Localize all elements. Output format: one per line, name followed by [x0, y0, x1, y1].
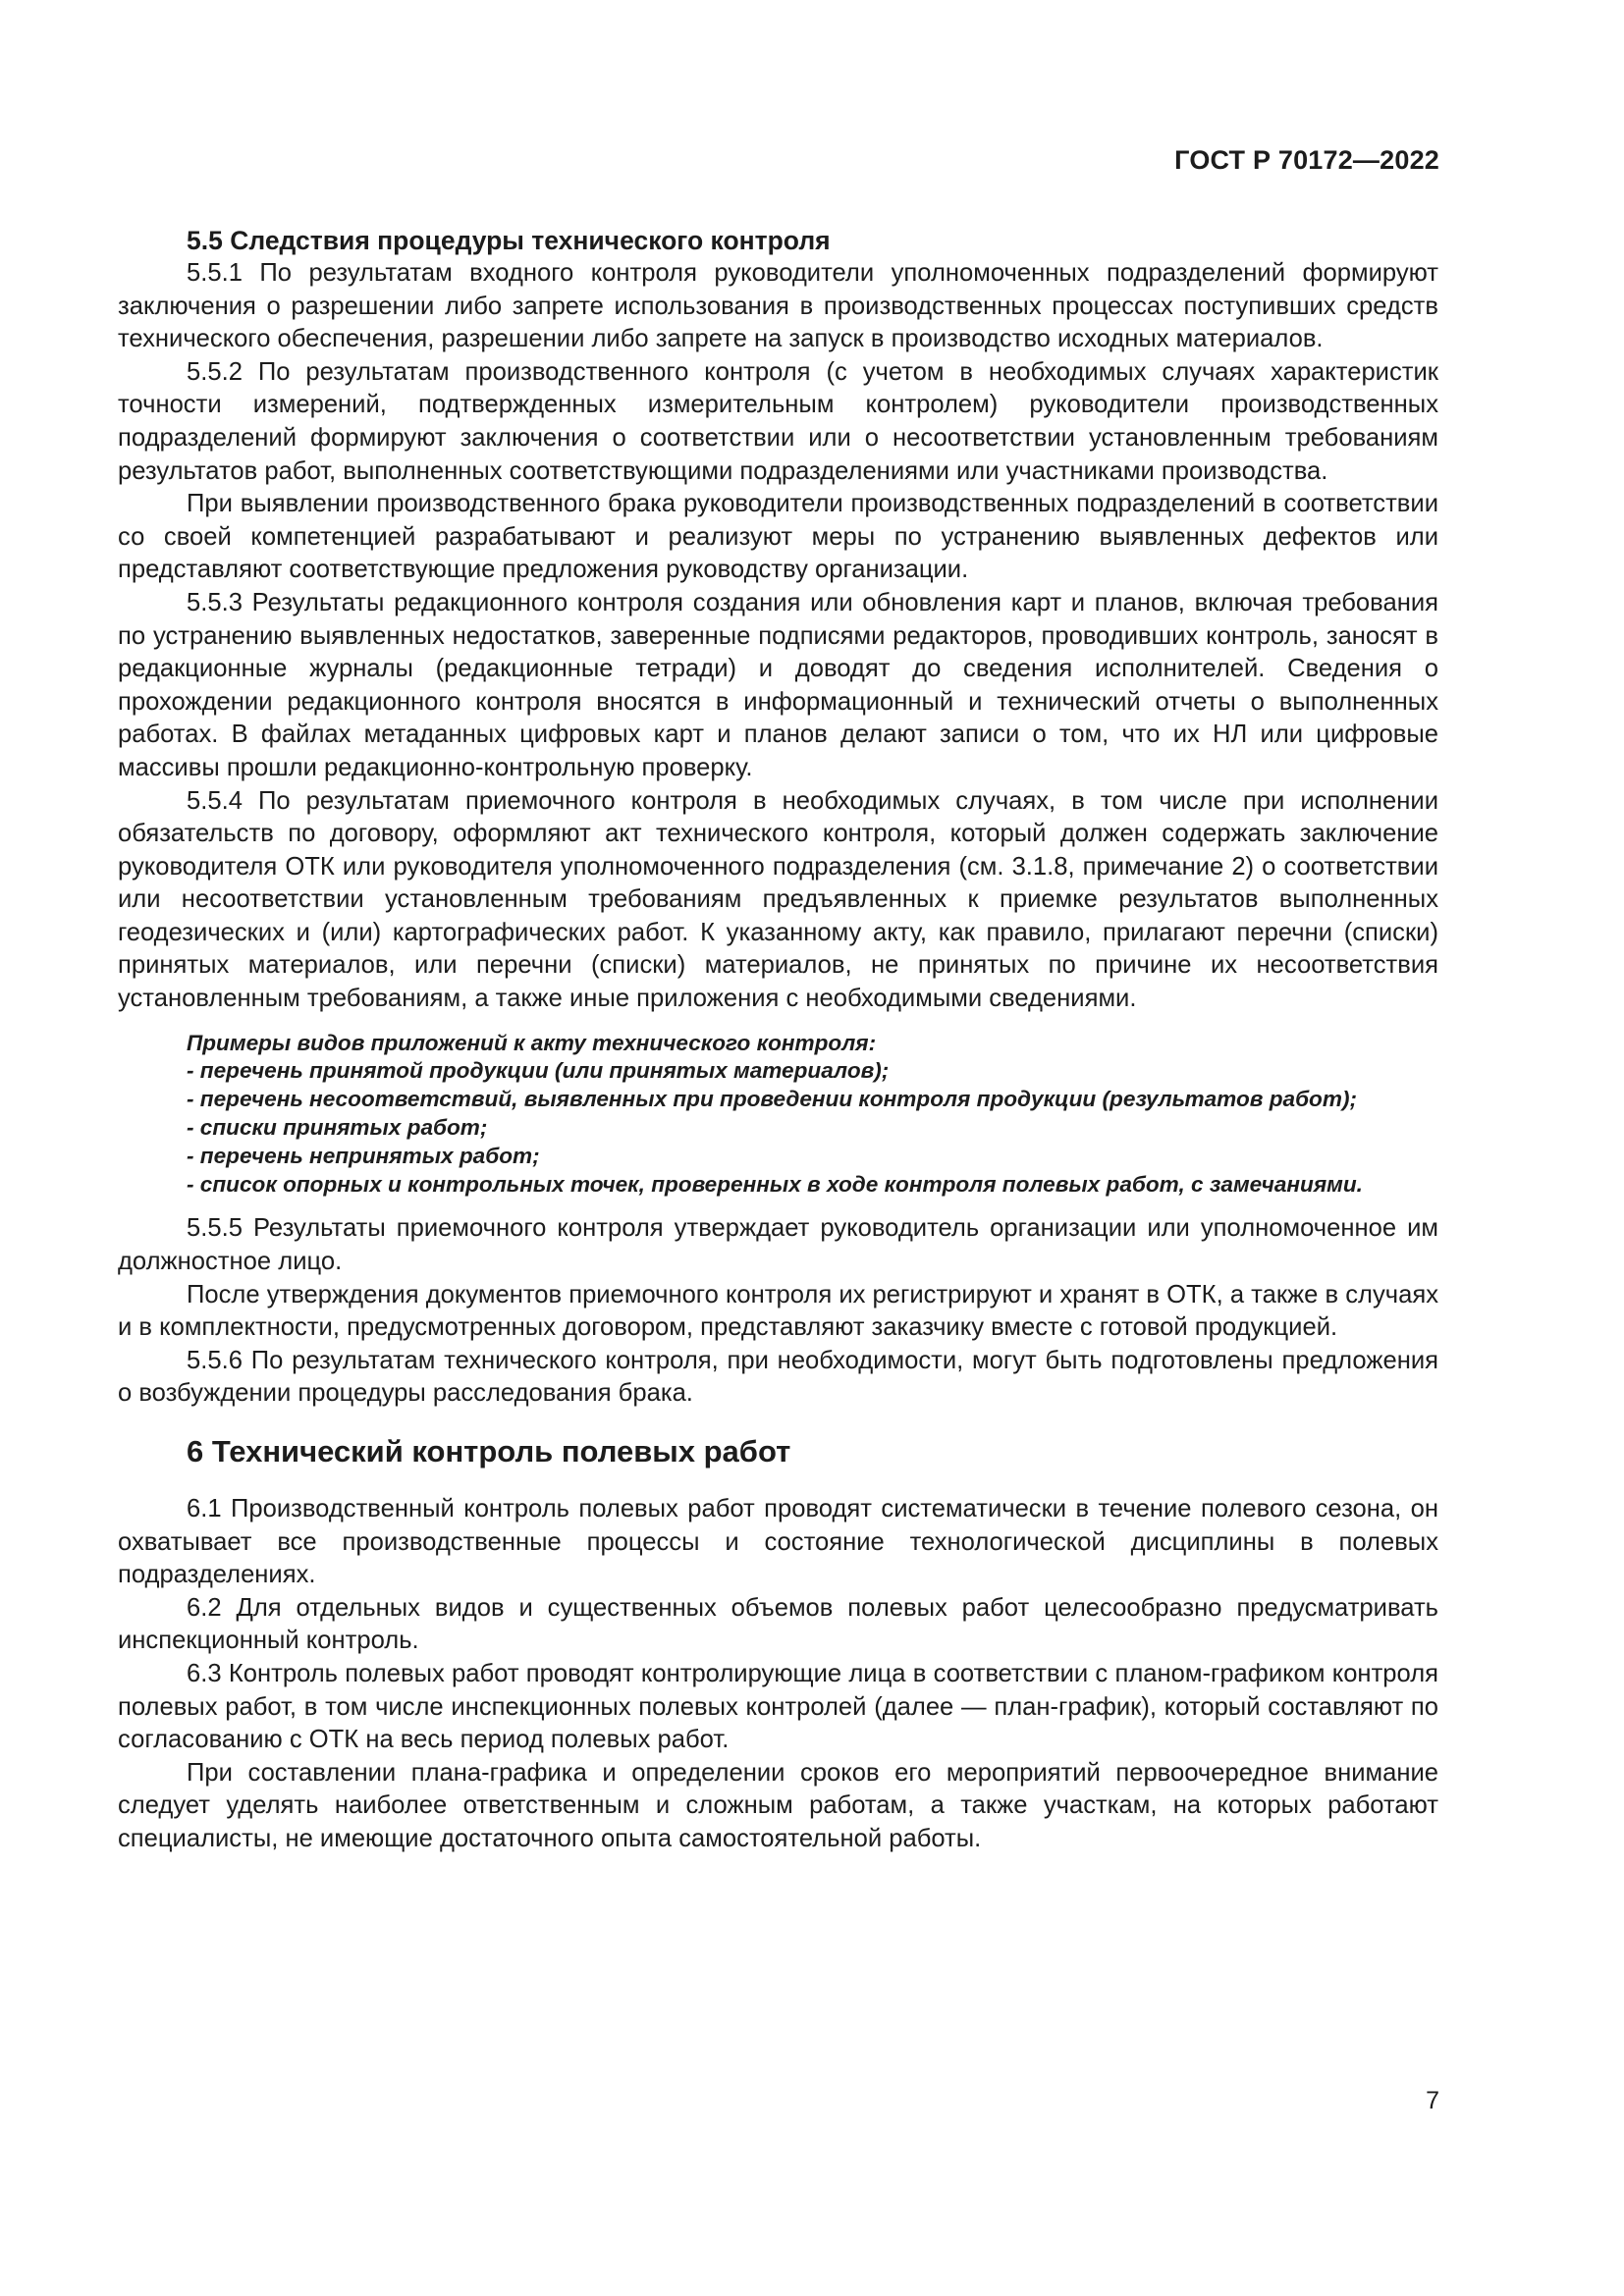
- example-item: - перечень непринятых работ;: [187, 1143, 540, 1168]
- paragraph-schedule: При составлении плана-графика и определении сроков его мероприятий первоочередное внимание следует уделять наиболее ответственным и сложным работам, а также участкам, на которых работают специалисты, не имеющие достаточного опыта самостоятельной работы.: [118, 1758, 1438, 1852]
- paragraph-6-2: 6.2 Для отдельных видов и существенных объемов полевых работ целесообразно предусматривать инспекционный контроль.: [118, 1593, 1438, 1655]
- document-header-id: ГОСТ Р 70172—2022: [1174, 145, 1439, 175]
- example-item: - перечень несоответствий, выявленных при проведении контроля продукции (результатов работ);: [187, 1087, 1357, 1112]
- paragraph-after-approval: После утверждения документов приемочного контроля их регистрируют и хранят в ОТК, а также в случаях и в комплектности, предусмотренных договором, представляют заказчику вместе с готовой продукцией.: [118, 1280, 1438, 1342]
- examples-block: [118, 1030, 1438, 1200]
- paragraph-defects: При выявлении производственного брака руководители производственных подразделений в соответствии со своей компетенцией разрабатывают и реализуют меры по устранению выявленных дефектов или представляют соответствующие предложения руководству организации.: [118, 490, 1438, 584]
- example-item: - списки принятых работ;: [187, 1115, 488, 1141]
- paragraph-5-5-6: 5.5.6 По результатам технического контроля, при необходимости, могут быть подготовлены предложения о возбуждении процедуры расследования брака.: [118, 1346, 1438, 1408]
- page-number: 7: [1426, 2087, 1439, 2114]
- section-5-5-heading: 5.5 Следствия процедуры технического контроля: [187, 226, 831, 255]
- section-6-heading: 6 Технический контроль полевых работ: [187, 1434, 791, 1468]
- paragraph-6-3: 6.3 Контроль полевых работ проводят контролирующие лица в соответствии с планом-графиком контроля полевых работ, в том числе инспекционных полевых контролей (далее — план-график), который составляют по согласованию с ОТК на весь период полевых работ.: [118, 1659, 1438, 1754]
- examples-title: Примеры видов приложений к акту технического контроля:: [187, 1030, 877, 1055]
- paragraph-5-5-4: 5.5.4 По результатам приемочного контроля в необходимых случаях, в том числе при исполнении обязательств по договору, оформляют акт технического контроля, который должен содержать заключение руководителя ОТК или руководителя уполномоченного подразделения (см. 3.1.8, примечание 2) о соответствии или несоответствии установленным требованиям предъявленных к приемке результатов выполненных геодезических и (или) картографических работ. К указанному акту, как правило, прилагают перечни (списки) принятых материалов, или перечни (списки) материалов, не принятых по причине их несоответствия установленным требованиям, а также иные приложения с необходимыми сведениями.: [118, 786, 1438, 1013]
- paragraph-5-5-3: 5.5.3 Результаты редакционного контроля создания или обновления карт и планов, включая требования по устранению выявленных недостатков, заверенные подписями редакторов, проводивших контроль, заносят в редакционные журналы (редакционные тетради) и доводят до сведения исполнителей. Сведения о прохождении редакционного контроля вносятся в информационный и технический отчеты о выполненных работах. В файлах метаданных цифровых карт и планов делают записи о том, что их НЛ или цифровые массивы прошли редакционно-контрольную проверку.: [118, 588, 1438, 781]
- example-item: - список опорных и контрольных точек, проверенных в ходе контроля полевых работ, с замечаниями.: [187, 1171, 1363, 1197]
- example-item: - перечень принятой продукции (или принятых материалов);: [187, 1058, 890, 1084]
- paragraph-5-5-2: 5.5.2 По результатам производственного контроля (с учетом в необходимых случаях характеристик точности измерений, подтвержденных измерительным контролем) руководители производственных подразделений формируют заключения о соответствии или о несоответствии установленным требованиям результатов работ, выполненных соответствующими подразделениями или участниками производства.: [118, 357, 1438, 485]
- paragraph-5-5-1: 5.5.1 По результатам входного контроля руководители уполномоченных подразделений формируют заключения о разрешении либо запрете использования в производственных процессах поступивших средств технического обеспечения, разрешении либо запрете на запуск в производство исходных материалов.: [118, 259, 1438, 353]
- paragraph-5-5-5: 5.5.5 Результаты приемочного контроля утверждает руководитель организации или уполномоченное им должностное лицо.: [118, 1214, 1438, 1276]
- paragraph-6-1: 6.1 Производственный контроль полевых работ проводят систематически в течение полевого сезона, он охватывает все производственные процессы и состояние технологической дисциплины в полевых подразделениях.: [118, 1495, 1438, 1589]
- document-body: [118, 224, 1438, 1856]
